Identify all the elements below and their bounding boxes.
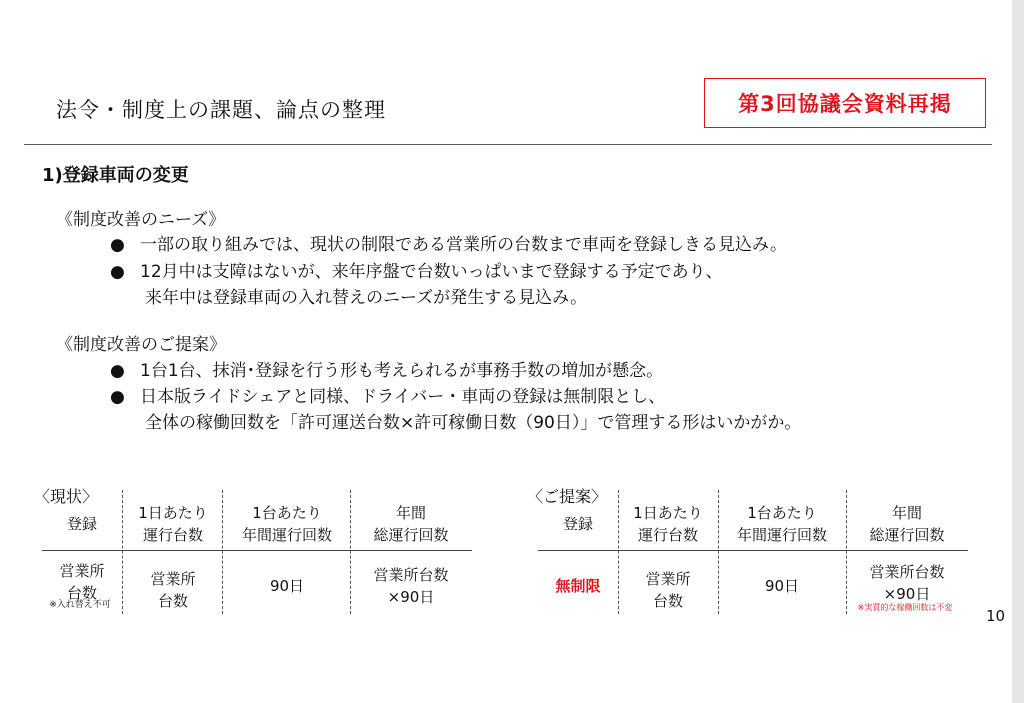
- current-header-daily: 1日あたり 運行台数: [138, 504, 208, 544]
- proposal-header-per-vehicle: 1台あたり 年間運行回数: [736, 504, 827, 544]
- proposal-table-label: 〈ご提案〉: [527, 487, 608, 506]
- proposal-header-daily: 1日あたり 運行台数: [633, 504, 703, 544]
- proposal-header-total: 年間 総運行回数: [869, 504, 945, 544]
- bullet-dot: ●: [110, 235, 125, 255]
- reprint-stamp: 第3回協議会資料再掲: [704, 78, 986, 128]
- current-header-total: 年間 総運行回数: [373, 504, 449, 544]
- needs-bullet-2: [110, 257, 723, 282]
- needs-bullet-1-text: 一部の取り組みでは、現状の制限である営業所の台数まで車両を登録しきる見込み。: [140, 235, 788, 255]
- proposal-header-divider: [538, 550, 968, 551]
- current-header-registration: 登録: [66, 515, 97, 533]
- current-table-label: 〈現状〉: [34, 487, 99, 506]
- section-heading: 1)登録車両の変更: [42, 165, 189, 186]
- proposal-row-daily: 営業所 台数: [645, 570, 691, 610]
- needs-bullet-1: [110, 230, 787, 255]
- proposal-row-registration: 無制限: [555, 577, 601, 595]
- current-col-divider: [350, 490, 351, 614]
- current-col-divider: [122, 490, 123, 614]
- proposal-header-registration: 登録: [562, 515, 593, 533]
- current-row-registration-note: ※入れ替え不可: [49, 600, 111, 610]
- proposal-col-divider: [846, 490, 847, 614]
- current-row-registration: 営業所 台数: [59, 562, 105, 602]
- bullet-dot: ●: [110, 262, 125, 282]
- proposal-bullet-1: [110, 356, 663, 381]
- page-title: 法令・制度上の課題、論点の整理: [56, 98, 386, 122]
- needs-bullet-2-text: 12月中は支障はないが、来年序盤で台数いっぱいまで登録する予定であり、: [140, 262, 723, 282]
- page-edge-strip: [1012, 0, 1024, 703]
- bullet-dot: ●: [110, 361, 125, 381]
- current-row-daily: 営業所 台数: [150, 570, 196, 610]
- title-divider: [24, 144, 992, 145]
- proposal-bullet-2-continuation: 全体の稼働回数を「許可運送台数×許可稼働日数（90日）」で管理する形はいかがか。: [145, 413, 802, 433]
- proposal-bullet-1-text: 1台1台、抹消･登録を行う形も考えられるが事務手数の増加が懸念。: [140, 361, 664, 381]
- proposal-row-total-note: ※実質的な稼働回数は不変: [857, 603, 953, 612]
- proposal-row-per-vehicle: 90日: [764, 577, 800, 595]
- current-row-total: 営業所台数 ×90日: [373, 566, 449, 606]
- proposal-row-total: 営業所台数 ×90日: [869, 563, 945, 603]
- proposal-col-divider: [718, 490, 719, 614]
- page-number: 10: [986, 607, 1006, 625]
- bullet-dot: ●: [110, 387, 125, 407]
- proposal-bullet-2-text: 日本版ライドシェアと同様、ドライバー・車両の登録は無制限とし、: [140, 387, 666, 407]
- current-header-divider: [42, 550, 472, 551]
- proposal-label: 《制度改善のご提案》: [56, 335, 226, 355]
- current-row-per-vehicle: 90日: [269, 577, 305, 595]
- current-col-divider: [222, 490, 223, 614]
- needs-label: 《制度改善のニーズ》: [56, 210, 226, 230]
- needs-bullet-2-continuation: 来年中は登録車両の入れ替えのニーズが発生する見込み。: [145, 288, 588, 308]
- proposal-col-divider: [618, 490, 619, 614]
- proposal-bullet-2: [110, 382, 665, 407]
- current-header-per-vehicle: 1台あたり 年間運行回数: [241, 504, 332, 544]
